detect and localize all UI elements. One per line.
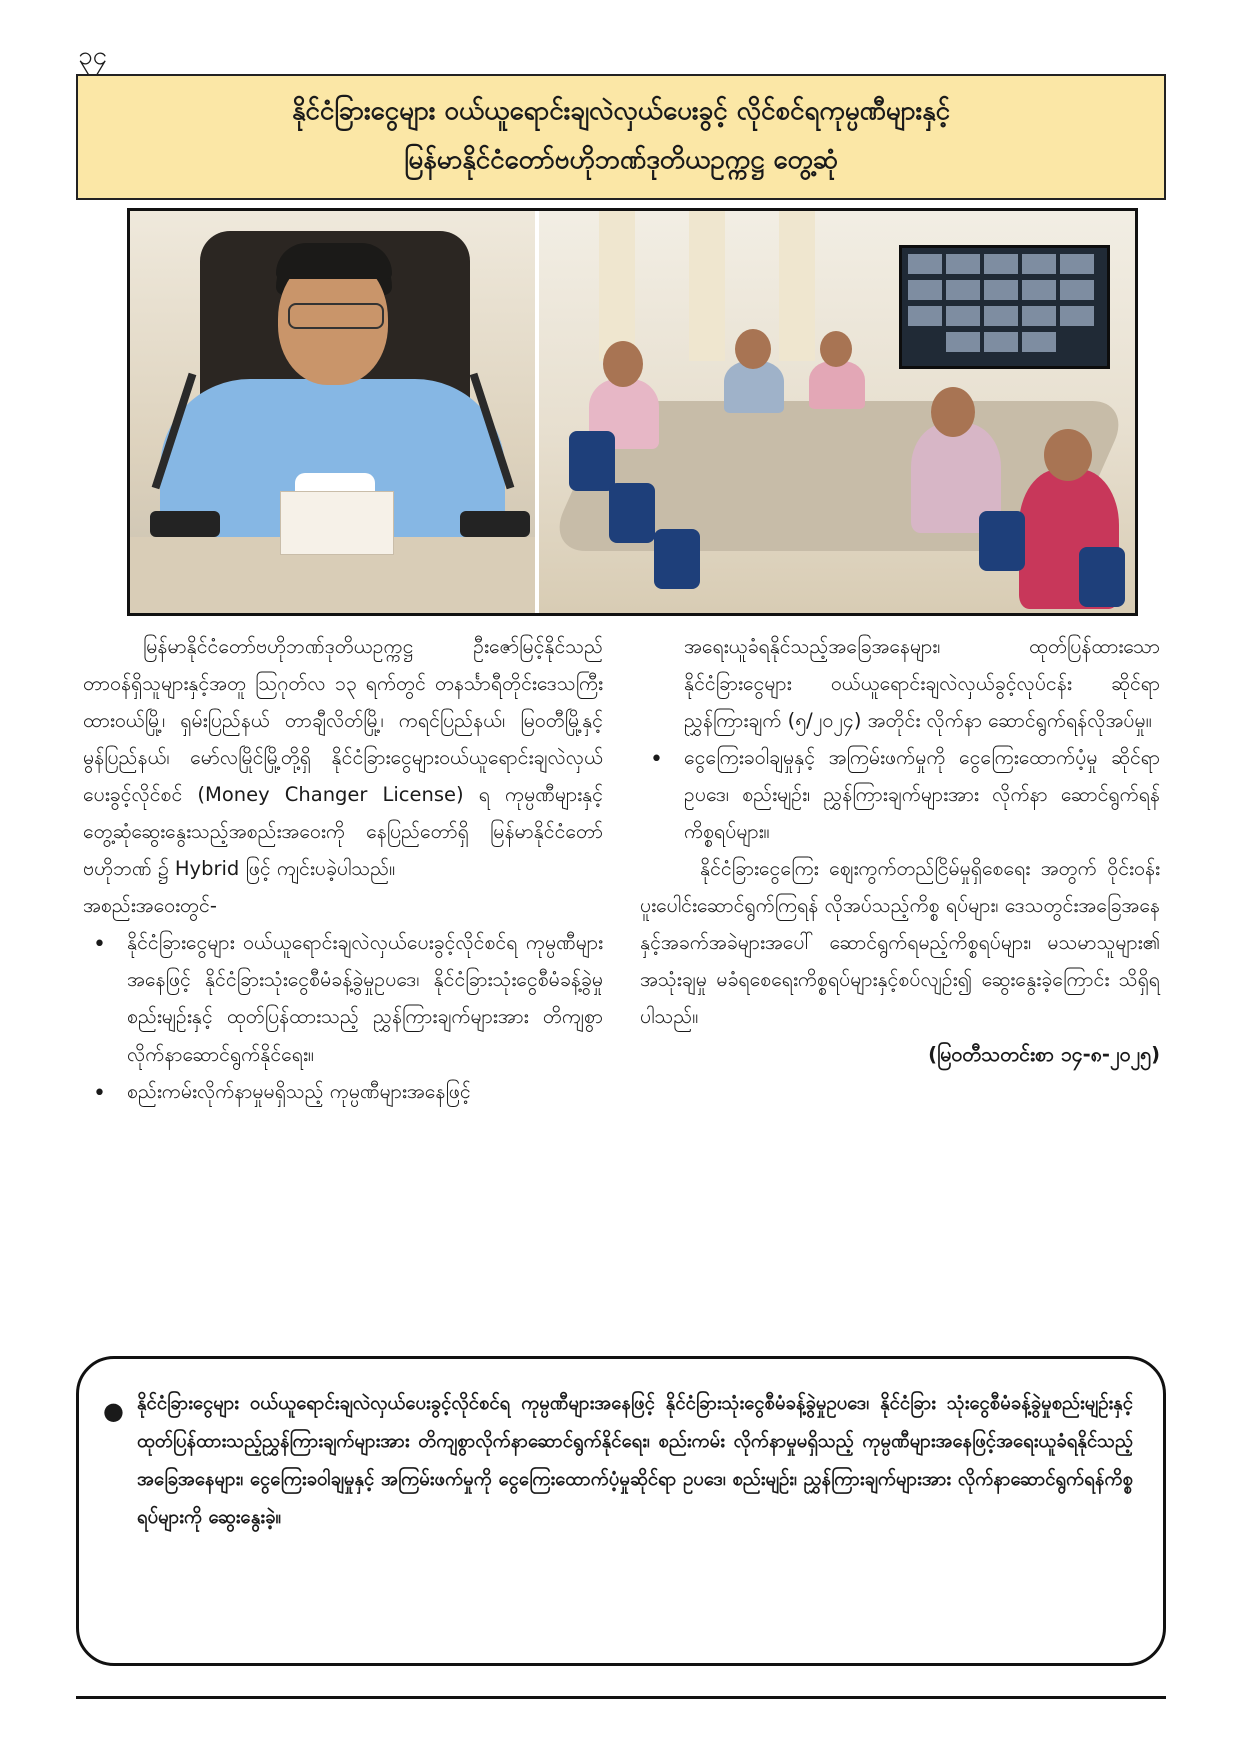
summary-text: နိုင်ငံခြားငွေများ ဝယ်ယူရောင်းချလဲလှယ်ပေးခွင့်လိုင်စင်ရ ကုမ္ပဏီများအနေဖြင့် နိုင်ငံခြားသုံးငွေစီမံခန့်ခွဲမှုဥပဒေ၊ နိုင်ငံခြား သုံးငွေစီမံခန့်ခွဲမှုစည်းမျဉ်းနှင့် ထုတ်ပြန်ထားသည့်ညွှန်ကြားချက်များအား တိကျစွာလိုက်နာဆောင်ရွက်နိုင်ရေး၊ စည်းကမ်း လိုက်နာမှုမရှိသည့် ကုမ္ပဏီများအနေဖြင့်အရေးယူခံရနိုင်သည့်အခြေအနေများ၊ ငွေကြေးခဝါချမှုနှင့် အကြမ်းဖက်မှုကို ငွေကြေးထောက်ပံ့မှုဆိုင်ရာ ဥပဒေ၊ စည်းမျဉ်း၊ ညွှန်ကြားချက်များအား လိုက်နာဆောင်ရွက်ရန်ကိစ္စရပ်များကို ဆွေးနွေးခဲ့။ <box>137 1393 1133 1528</box>
bullet-item: • ငွေကြေးခဝါချမှုနှင့် အကြမ်းဖက်မှုကို ငွေကြေးထောက်ပံ့မှု ဆိုင်ရာဥပဒေ၊ စည်းမျဉ်း၊ ညွှန်ကြားချက်များအား လိုက်နာ ဆောင်ရွက်ရန်ကိစ္စရပ်များ။ <box>640 739 1160 850</box>
video-conference-screen <box>899 245 1110 369</box>
bullet-icon: ● <box>103 1397 124 1425</box>
meeting-lead: အစည်းအဝေးတွင်- <box>83 894 217 918</box>
bullet-item: • စည်းကမ်းလိုက်နာမှုမရှိသည့် ကုမ္ပဏီများအနေဖြင့် <box>83 1073 603 1110</box>
headline-line-2: မြန်မာနိုင်ငံတော်ဗဟိုဘဏ်ဒုတိယဥက္ကဋ္ဌ တွေ့ဆုံ <box>404 145 838 175</box>
article-column-left <box>83 628 603 1110</box>
bullet-item: • နိုင်ငံခြားငွေများ ဝယ်ယူရောင်းချလဲလှယ်ပေးခွင့်လိုင်စင်ရ ကုမ္ပဏီများအနေဖြင့် နိုင်ငံခြားသုံးငွေစီမံခန့်ခွဲမှုဥပဒေ၊ နိုင်ငံခြားသုံးငွေစီမံခန့်ခွဲမှုစည်းမျဉ်းနှင့် ထုတ်ပြန်ထားသည့် ညွှန်ကြားချက်များအား တိကျစွာလိုက်နာဆောင်ရွက်နိုင်ရေး။ <box>83 924 603 1072</box>
participant <box>809 361 865 409</box>
footer-rule <box>76 1696 1166 1699</box>
page-number: ၃၄ <box>78 41 108 71</box>
headline-box <box>76 74 1166 200</box>
tissue-box <box>280 491 394 555</box>
summary-box <box>76 1356 1166 1666</box>
conference-room-photo <box>539 211 1135 613</box>
headline-line-1: နိုင်ငံခြားငွေများ ဝယ်ယူရောင်းချလဲလှယ်ပေးခွင့် လိုင်စင်ရကုမ္ပဏီများနှင့် <box>292 96 950 126</box>
glasses <box>288 303 384 329</box>
article-column-right <box>640 628 1160 1073</box>
article-intro: မြန်မာနိုင်ငံတော်ဗဟိုဘဏ်ဒုတိယဥက္ကဋ္ဌ ဦးဇော်မြင့်နိုင်သည် တာဝန်ရှိသူများနှင့်အတူ ဩဂုတ်လ ၁၃ ရက်တွင် တနင်္သာရီတိုင်းဒေသကြီး ထားဝယ်မြို့၊ ရှမ်းပြည်နယ် တာချီလိတ်မြို့၊ ကရင်ပြည်နယ်၊ မြဝတီမြို့နှင့် မွန်ပြည်နယ်၊ မော်လမြိုင်မြို့တို့ရှိ နိုင်ငံခြားငွေများဝယ်ယူရောင်းချလဲလှယ် ပေးခွင့်လိုင်စင် (Money Changer License) ရ ကုမ္ပဏီများနှင့် တွေ့ဆုံဆွေးနွေးသည့်အစည်းအဝေးကို နေပြည်တော်ရှိ မြန်မာနိုင်ငံတော်ဗဟိုဘဏ် ၌ Hybrid ဖြင့် ကျင်းပခဲ့ပါသည်။ <box>83 635 603 881</box>
meeting-photo <box>127 208 1138 616</box>
closing-paragraph: နိုင်ငံခြားငွေကြေး ဈေးကွက်တည်ငြိမ်မှုရှိစေရေး အတွက် ဝိုင်းဝန်းပူးပေါင်းဆောင်ရွက်ကြရန် လိုအပ်သည့်ကိစ္စ ရပ်များ၊ ဒေသတွင်းအခြေအနေနှင့်အခက်အခဲများအပေါ် ဆောင်ရွက်ရမည့်ကိစ္စရပ်များ၊ မသမာသူများ၏ အသုံးချမှု မခံရစေရေးကိစ္စရပ်များနှင့်စပ်လျဉ်း၍ ဆွေးနွေးခဲ့ကြောင်း သိရှိရပါသည်။ <box>640 857 1160 1029</box>
source-citation: (မြဝတီသတင်းစာ ၁၄-၈-၂၀၂၅) <box>928 1042 1160 1066</box>
bullet-continuation: အရေးယူခံရနိုင်သည့်အခြေအနေများ၊ ထုတ်ပြန်ထားသော နိုင်ငံခြားငွေများ ဝယ်ယူရောင်းချလဲလှယ်ခွင့်လုပ်ငန်း ဆိုင်ရာညွှန်ကြားချက် (၅/၂၀၂၄) အတိုင်း လိုက်နာ ဆောင်ရွက်ရန်လိုအပ်မှု။ <box>684 635 1160 733</box>
deputy-governor-photo <box>130 211 535 613</box>
